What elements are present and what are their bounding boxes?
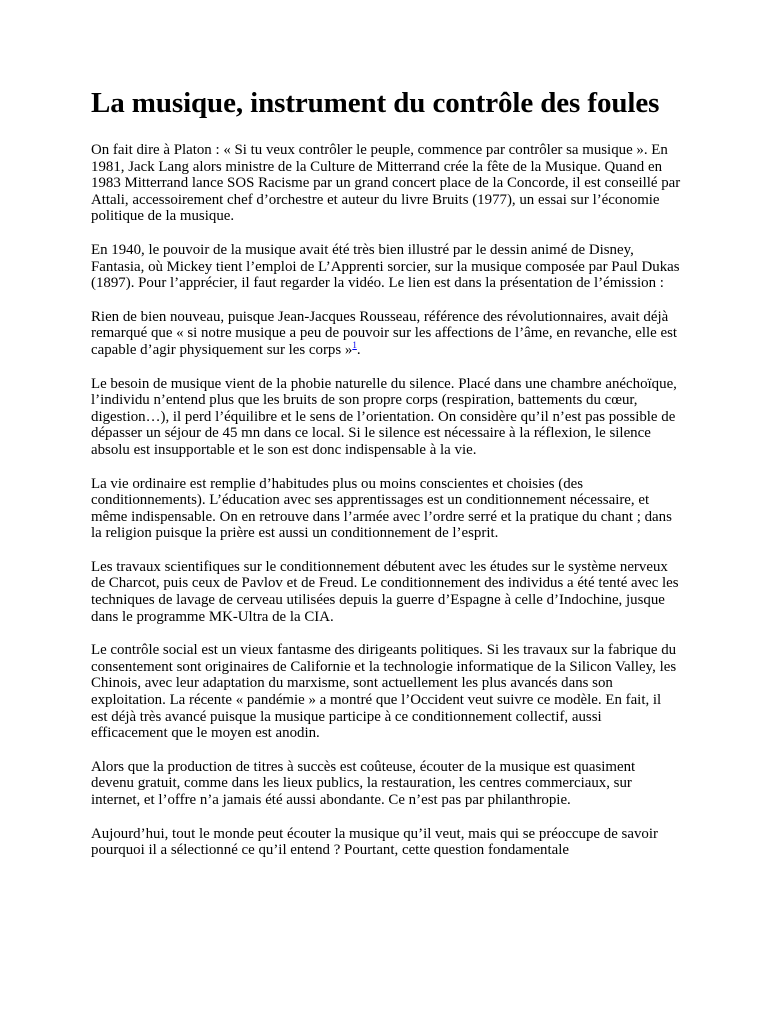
- paragraph-2: En 1940, le pouvoir de la musique avait été très bien illustré par le dessin animé de Disney, Fantasia, où Mickey tient l’emploi de L’Apprenti sorcier, sur la musique composée par Paul Dukas (1897). Pour l’apprécier, il faut regarder la vidéo. Le lien est dans la présentation de l’émission :: [91, 241, 680, 292]
- paragraph-7: Le contrôle social est un vieux fantasme des dirigeants politiques. Si les travaux sur la fabrique du consentement sont originaires de Californie et la technologie informatique de la Silicon Valley, les Chinois, avec leur adaptation du marxisme, sont actuellement les plus avancés dans son exploitation. La récente « pandémie » a montré que l’Occident veut suivre ce modèle. En fait, il est déjà très avancé puisque la musique participe à ce conditionnement collectif, aussi efficacement que le moyen est anodin.: [91, 642, 677, 742]
- page-title: La musique, instrument du contrôle des foules: [91, 87, 660, 119]
- paragraph-1: On fait dire à Platon : « Si tu veux contrôler le peuple, commence par contrôler sa musique ». En 1981, Jack Lang alors ministre de la Culture de Mitterrand crée la fête de la Musique. Quand en 1983 Mitterrand lance SOS Racisme par un grand concert place de la Concorde, il est conseillé par Attali, accessoirement chef d’orchestre et auteur du livre Bruits (1977), un essai sur l’économie politique de la musique.: [91, 142, 681, 225]
- paragraph-8: Alors que la production de titres à succès est coûteuse, écouter de la musique est quasiment devenu gratuit, comme dans les lieux publics, la restauration, les centres commerciaux, sur internet, et l’offre n’a jamais été aussi abondante. Ce n’est pas par philanthropie.: [91, 758, 636, 808]
- paragraph-9: Aujourd’hui, tout le monde peut écouter la musique qu’il veut, mais qui se préoccupe de savoir pourquoi il a sélectionné ce qu’il entend ? Pourtant, cette question fondamentale: [91, 825, 658, 859]
- paragraph-3-text: Rien de bien nouveau, puisque Jean-Jacques Rousseau, référence des révolutionnaires, avait déjà remarqué que « si notre musique a peu de pouvoir sur les affections de l’âme, en revanche, elle est capable d’agir physiquement sur les corps »: [91, 308, 678, 358]
- document-page: [91, 86, 681, 876]
- paragraph-3-end: .: [356, 341, 361, 358]
- paragraph-6: Les travaux scientifiques sur le conditionnement débutent avec les études sur le système nerveux de Charcot, puis ceux de Pavlov et de Freud. Le conditionnement des individus a été tenté avec les techniques de lavage de cerveau utilisées depuis la guerre d’Espagne à celle d’Indochine, jusque dans le programme MK-Ultra de la CIA.: [91, 558, 679, 625]
- paragraph-5: La vie ordinaire est remplie d’habitudes plus ou moins conscientes et choisies (des conditionnements). L’éducation avec ses apprentissages est un conditionnement nécessaire, et même indispensable. On en retrouve dans l’armée avec l’ordre serré et la pratique du chant ; dans la religion puisque la prière est aussi un conditionnement de l’esprit.: [91, 475, 672, 542]
- paragraph-3: [91, 309, 681, 359]
- footnote-link[interactable]: 1: [352, 339, 357, 350]
- paragraph-4: Le besoin de musique vient de la phobie naturelle du silence. Placé dans une chambre anéchoïque, l’individu n’entend plus que les bruits de son propre corps (respiration, battements du cœur, digestion…), il perd l’équilibre et le sens de l’orientation. On considère qu’il n’est pas possible de dépasser un séjour de 45 mn dans ce local. Si le silence est nécessaire à la réflexion, le silence absolu est insupportable et le son est donc indispensable à la vie.: [91, 375, 677, 458]
